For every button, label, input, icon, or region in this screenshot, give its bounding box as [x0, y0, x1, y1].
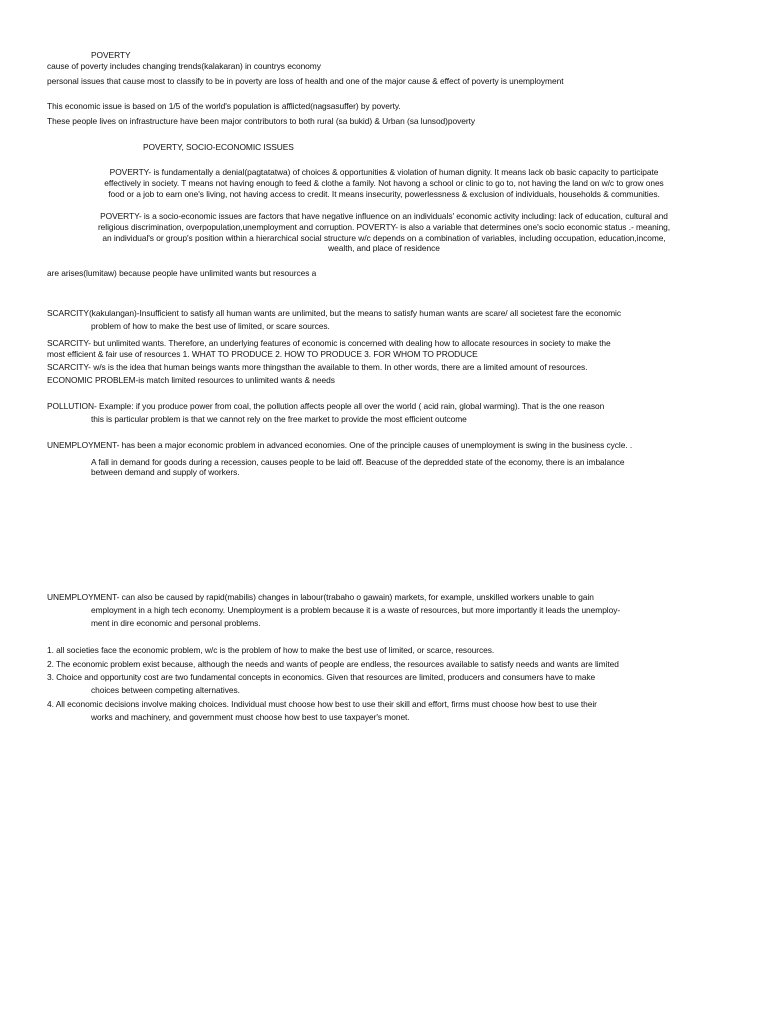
- list-item: 2. The economic problem exist because, although the needs and wants of people are endless, the resources available to satisfy needs and wants are limited: [47, 659, 619, 669]
- intro-line-2: personal issues that cause most to classify to be in poverty are loss of health and one of the major cause & effect of poverty is unemployment: [47, 76, 564, 86]
- document-title: POVERTY: [91, 50, 131, 60]
- scarcity-definition-2-cont: most efficient & fair use of resources 1. WHAT TO PRODUCE 2. HOW TO PRODUCE 3. FOR WHOM TO PRODUCE: [47, 349, 478, 359]
- list-item: 1. all societies face the economic problem, w/c is the problem of how to make the best use of limited, or scarce, resources.: [47, 645, 495, 655]
- scarcity-definition-3: SCARCITY- w/s is the idea that human beings wants more thingsthan the available to them. In other words, there are a limited amount of resources.: [47, 362, 588, 372]
- list-item: 4. All economic decisions involve making choices. Individual must choose how best to use their skill and effort, firms must choose how best to use their: [47, 699, 597, 709]
- intro-line-1: cause of poverty includes changing trends(kalakaran) in countrys economy: [47, 61, 321, 71]
- unemployment-recession-line-cont: between demand and supply of workers.: [91, 467, 240, 477]
- list-item-cont: choices between competing alternatives.: [91, 685, 240, 695]
- unemployment-definition-1: UNEMPLOYMENT- has been a major economic problem in advanced economies. One of the principle causes of unemployment is swing in the business cycle. .: [47, 440, 633, 450]
- intro-line-4: These people lives on infrastructure have been major contributors to both rural (sa bukid) & Urban (sa lunsod)poverty: [47, 116, 476, 126]
- unemployment-definition-2-cont: employment in a high tech economy. Unemployment is a problem because it is a waste of resources, but more importantly it leads the unemploy-: [91, 605, 621, 615]
- scarcity-definition-2: SCARCITY- but unlimited wants. Therefore, an underlying features of economic is concerned with dealing how to allocate resources in society to make the: [47, 338, 611, 348]
- poverty-paragraph-1-line: POVERTY- is fundamentally a denial(pagtatatwa) of choices & opportunities & violation of human dignity. It means lack ob basic capacity to participate: [109, 167, 659, 177]
- list-item: 3. Choice and opportunity cost are two fundamental concepts in economics. Given that resources are limited, producers and consumers have to make: [47, 672, 596, 682]
- section-heading: POVERTY, SOCIO-ECONOMIC ISSUES: [143, 142, 294, 152]
- poverty-paragraph-1-line: effectively in society. T means not having enough to feed & clothe a family. Not havong a school or clinic to go to, not having the land on w/c to grow ones: [104, 178, 664, 188]
- unemployment-recession-line: A fall in demand for goods during a recession, causes people to be laid off. Beacuse of the depredded state of the economy, there is an imbalance: [91, 457, 625, 467]
- unemployment-definition-2-cont: ment in dire economic and personal problems.: [91, 618, 261, 628]
- pollution-definition-cont: this is particular problem is that we cannot rely on the free market to provide the most efficient outcome: [91, 414, 467, 424]
- intro-line-3: This economic issue is based on 1/5 of the world's population is afflicted(nagsasuffer) by poverty.: [47, 101, 401, 111]
- list-item-cont: works and machinery, and government must choose how best to use taxpayer's monet.: [91, 712, 410, 722]
- poverty-paragraph-2-line: religious discrimination, overpopulation,unemployment and corruption. POVERTY- is also a variable that determines one's socio economic status .- meaning,: [97, 222, 671, 232]
- poverty-paragraph-2-line: wealth, and place of residence: [328, 243, 440, 253]
- scarcity-definition-1-cont: problem of how to make the best use of limited, or scare sources.: [91, 321, 330, 331]
- poverty-paragraph-1-line: food or a job to earn one's living, not having access to credit. It means insecurity, powerlessness & exclusion of individuals, households & communities.: [108, 189, 660, 199]
- scarcity-definition-1: SCARCITY(kakulangan)-Insufficient to satisfy all human wants are unlimited, but the means to satisfy human wants are scare/ all societest fare the economic: [47, 308, 621, 318]
- pollution-definition: POLLUTION- Example: if you produce power from coal, the pollution affects people all over the world ( acid rain, global warming). That is the one reason: [47, 401, 605, 411]
- economic-problem-definition: ECONOMIC PROBLEM-is match limited resources to unlimited wants & needs: [47, 375, 335, 385]
- unemployment-definition-2: UNEMPLOYMENT- can also be caused by rapid(mabilis) changes in labour(trabaho o gawain) markets, for example, unskilled workers unable to gain: [47, 592, 594, 602]
- poverty-paragraph-2-line: an individual's or group's position within a hierarchical social structure w/c depends on a combination of variables, including occupation, education,income,: [102, 233, 666, 243]
- poverty-paragraph-2-line: POVERTY- is a socio-economic issues are factors that have negative influence on an individuals' economic activity including: lack of education, cultural and: [100, 211, 668, 221]
- arises-line: are arises(lumitaw) because people have unlimited wants but resources a: [47, 268, 317, 278]
